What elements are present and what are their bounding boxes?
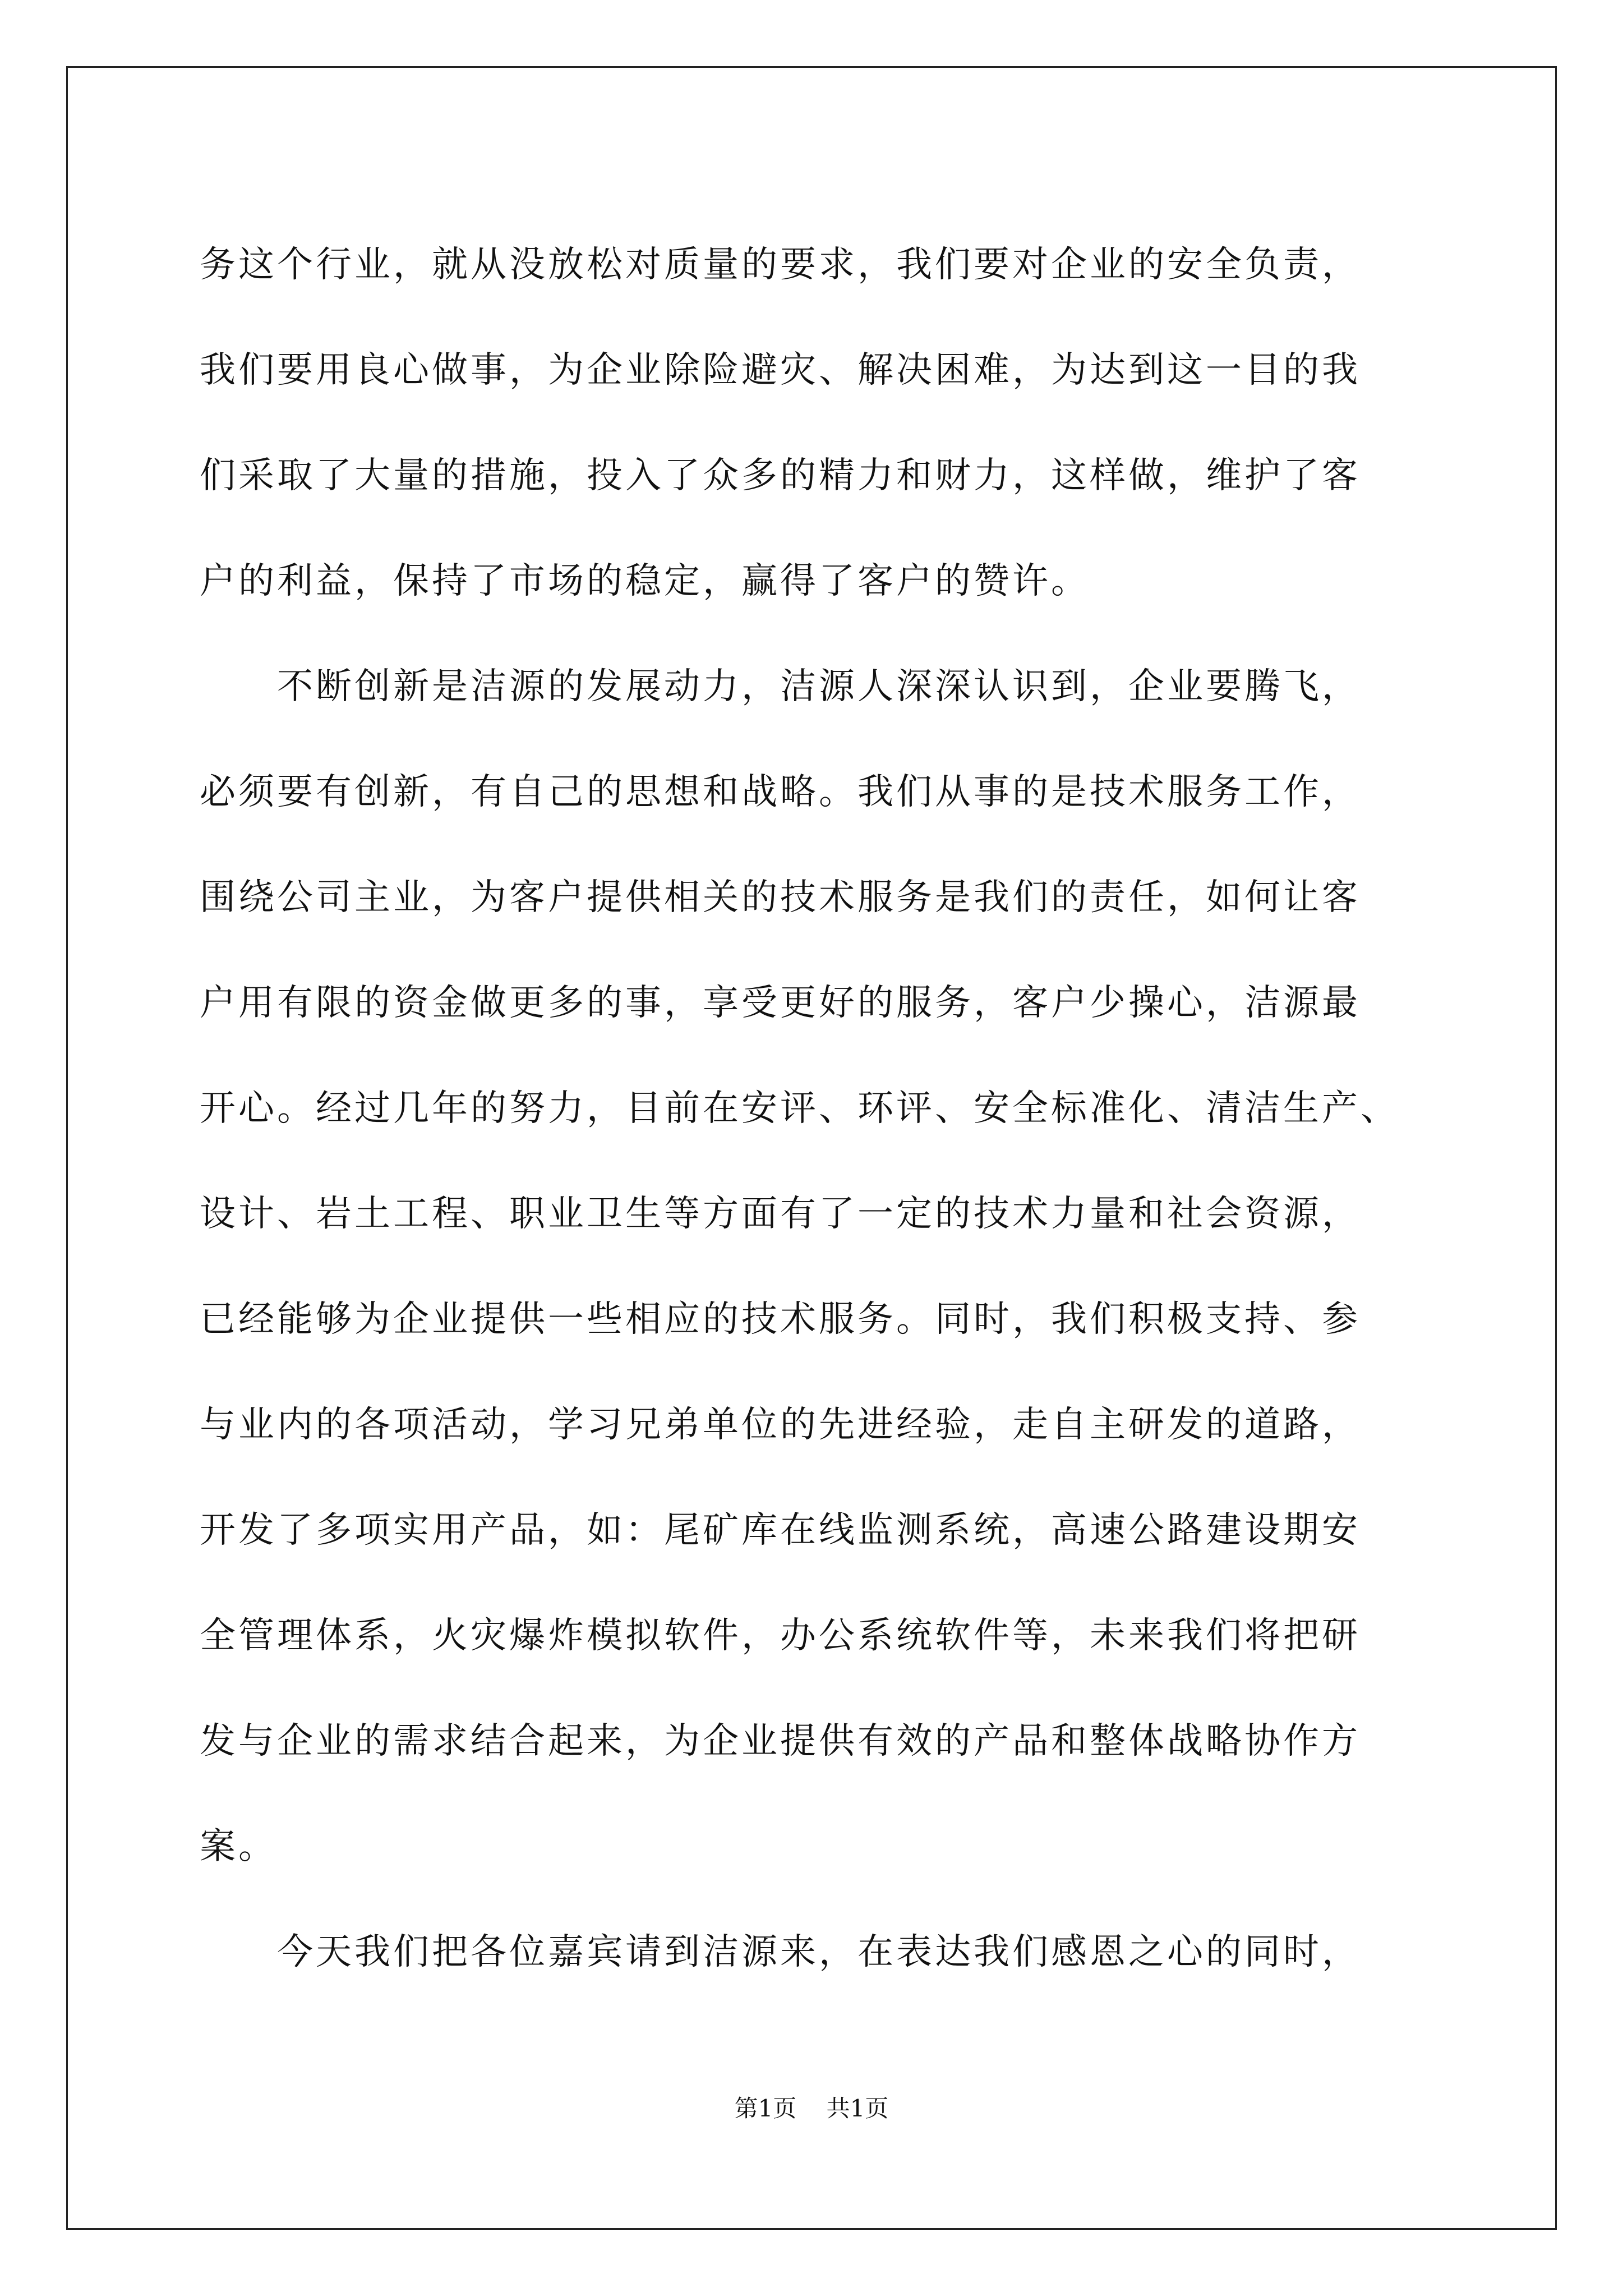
- text-line: 发与企业的需求结合起来，为企业提供有效的产品和整体战略协作方: [200, 1720, 1361, 1762]
- text-line: 我们要用良心做事，为企业除险避灾、解决困难，为达到这一目的我: [200, 349, 1361, 391]
- text-line: 今天我们把各位嘉宾请到洁源来，在表达我们感恩之心的同时，: [200, 1931, 1361, 1973]
- text-line: 与业内的各项活动，学习兄弟单位的先进经验，走自主研发的道路，: [200, 1404, 1361, 1446]
- text-line: 已经能够为企业提供一些相应的技术服务。同时，我们积极支持、参: [200, 1299, 1361, 1340]
- text-line: 设计、岩土工程、职业卫生等方面有了一定的技术力量和社会资源，: [200, 1193, 1361, 1235]
- text-line: 开发了多项实用产品，如：尾矿库在线监测系统，高速公路建设期安: [200, 1510, 1361, 1551]
- text-line: 围绕公司主业，为客户提供相关的技术服务是我们的责任，如何让客: [200, 877, 1361, 918]
- text-line: 案。: [200, 1826, 277, 1867]
- text-line: 务这个行业，就从没放松对质量的要求，我们要对企业的安全负责，: [200, 244, 1361, 286]
- text-line: 开心。经过几年的努力，目前在安评、环评、安全标准化、清洁生产、: [200, 1088, 1399, 1129]
- text-line: 户的利益，保持了市场的稳定，赢得了客户的赞许。: [200, 560, 1090, 602]
- text-line: 们采取了大量的措施，投入了众多的精力和财力，这样做，维护了客: [200, 455, 1361, 496]
- page-footer: 第1页 共1页: [734, 2095, 889, 2122]
- document-body: [200, 212, 1433, 2005]
- text-line: 必须要有创新，有自己的思想和战略。我们从事的是技术服务工作，: [200, 771, 1361, 813]
- text-line: 户用有限的资金做更多的事，享受更好的服务，客户少操心，洁源最: [200, 982, 1361, 1024]
- text-line: 全管理体系，火灾爆炸模拟软件，办公系统软件等，未来我们将把研: [200, 1615, 1361, 1657]
- text-line: 不断创新是洁源的发展动力，洁源人深深认识到，企业要腾飞，: [200, 666, 1361, 707]
